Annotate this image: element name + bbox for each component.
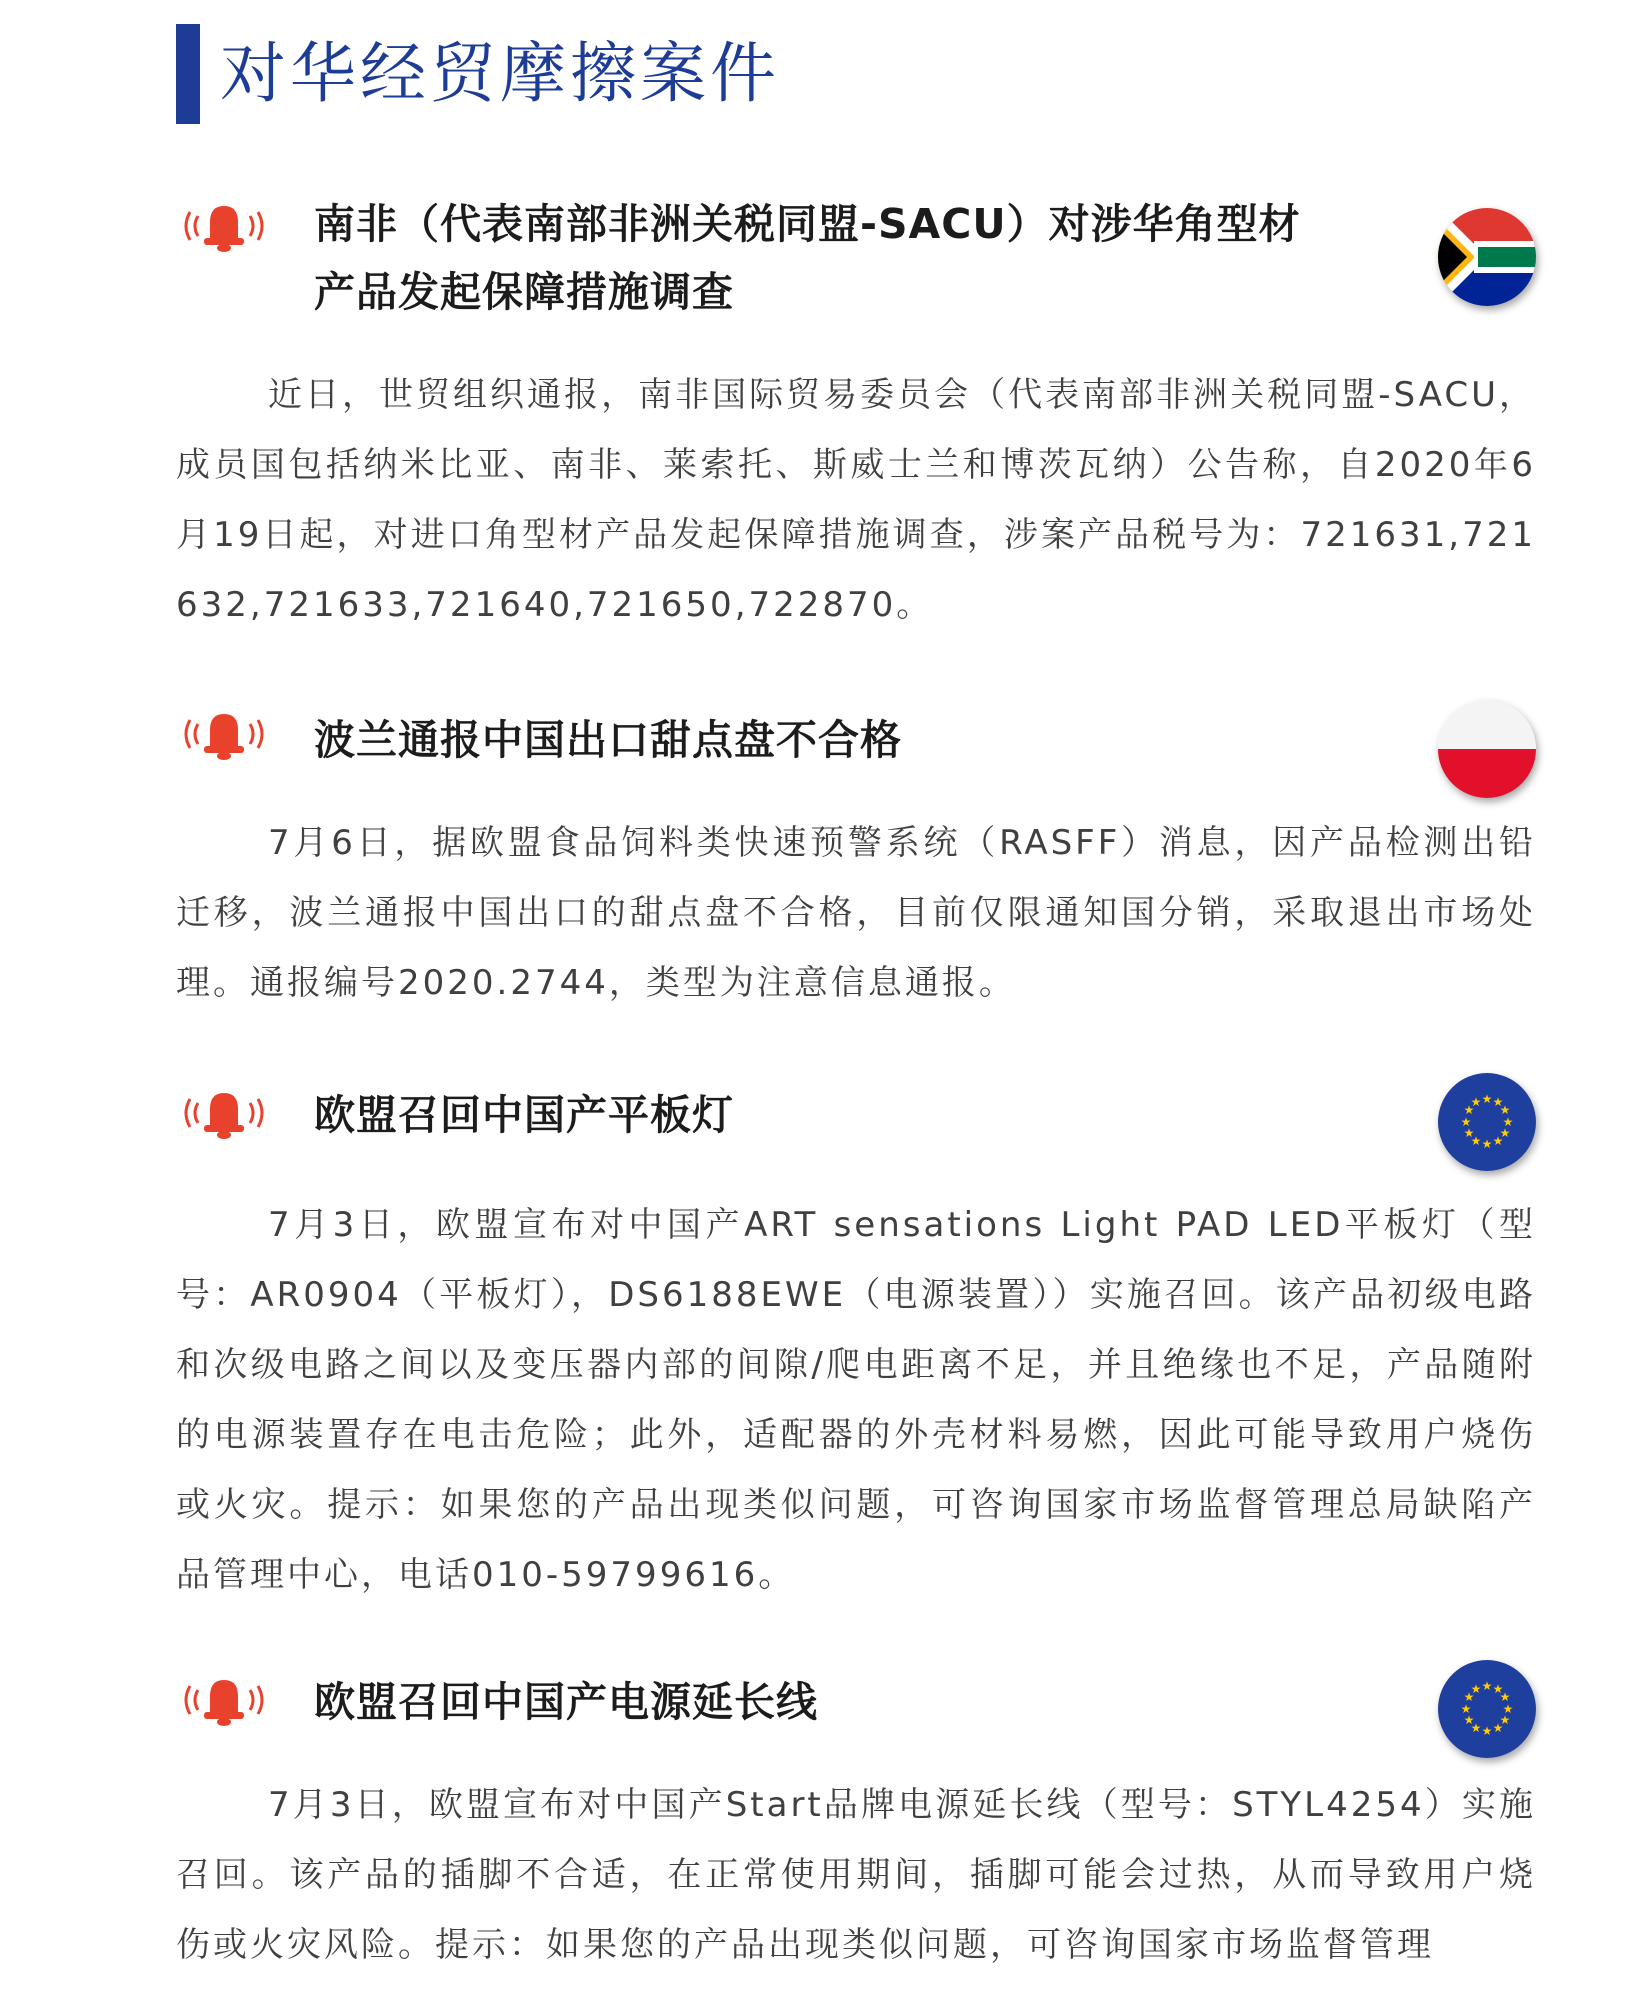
svg-text:★: ★ — [1470, 1134, 1482, 1148]
svg-text:★: ★ — [1492, 1134, 1504, 1148]
item-title — [314, 190, 1444, 326]
item-title-line: 南非（代表南部非洲关税同盟-SACU）对涉华角型材 — [314, 200, 1301, 248]
svg-text:★: ★ — [1460, 1702, 1472, 1716]
item-title-line: 欧盟召回中国产电源延长线 — [314, 1678, 818, 1726]
svg-text:★: ★ — [1460, 1115, 1472, 1129]
item-body: 7月3日，欧盟宣布对中国产ART sensations Light PAD LED平板灯（型号：AR0904（平板灯），DS6188EWE（电源装置））实施召回。该产品初级电路和次级电路之间以及变压器内部的间隙/爬电距离不足，并且绝缘也不足，产品随附的电源装置存在电击危险；此外，适配器的外壳材料易燃，因此可能导致用户烧伤或火灾。提示：如果您的产品出现类似问题，可咨询国家市场监督管理总局缺陷产品管理中心，电话010-59799616。 — [176, 1205, 1536, 1595]
svg-text:★: ★ — [1502, 1702, 1514, 1716]
svg-text:★: ★ — [1470, 1095, 1482, 1109]
svg-text:★: ★ — [1481, 1724, 1493, 1738]
section-title: 对华经贸摩擦案件 — [220, 35, 780, 112]
eu-flag-icon — [1438, 1660, 1536, 1758]
svg-text:★: ★ — [1481, 1679, 1493, 1693]
svg-text:★: ★ — [1481, 1137, 1493, 1151]
item-body: 近日，世贸组织通报，南非国际贸易委员会（代表南部非洲关税同盟-SACU，成员国包括纳米比亚、南非、莱索托、斯威士兰和博茨瓦纳）公告称，自2020年6月19日起，对进口角型材产品发起保障措施调查，涉案产品税号为：721631,721632,721633,721640,721650,722870。 — [176, 375, 1536, 625]
item-body: 7月6日，据欧盟食品饲料类快速预警系统（RASFF）消息，因产品检测出铅迁移，波兰通报中国出口的甜点盘不合格，目前仅限通知国分销，采取退出市场处理。通报编号2020.2744，类型为注意信息通报。 — [176, 823, 1536, 1003]
item-title — [314, 1668, 1444, 1736]
item-title-line: 欧盟召回中国产平板灯 — [314, 1091, 734, 1139]
svg-text:★: ★ — [1499, 1690, 1511, 1704]
item-title-line: 产品发起保障措施调查 — [314, 268, 734, 316]
news-item-eu-panel-light — [176, 1075, 1536, 1615]
news-item-south-africa — [176, 190, 1536, 630]
alarm-bell-icon — [176, 1672, 272, 1728]
svg-text:★: ★ — [1492, 1682, 1504, 1696]
section-header — [176, 24, 1076, 124]
svg-text:★: ★ — [1502, 1115, 1514, 1129]
item-title — [314, 706, 1444, 774]
svg-text:★: ★ — [1463, 1690, 1475, 1704]
svg-text:★: ★ — [1492, 1721, 1504, 1735]
eu-flag-icon — [1438, 1073, 1536, 1171]
svg-text:★: ★ — [1499, 1713, 1511, 1727]
item-title — [314, 1081, 1444, 1149]
south-africa-flag-icon — [1438, 208, 1536, 306]
svg-text:★: ★ — [1463, 1126, 1475, 1140]
section-accent-bar — [176, 24, 200, 124]
svg-text:★: ★ — [1499, 1103, 1511, 1117]
svg-text:★: ★ — [1470, 1721, 1482, 1735]
alarm-bell-icon — [176, 198, 272, 254]
alarm-bell-icon — [176, 1085, 272, 1141]
svg-text:★: ★ — [1463, 1713, 1475, 1727]
item-body: 7月3日，欧盟宣布对中国产Start品牌电源延长线（型号：STYL4254）实施召回。该产品的插脚不合适，在正常使用期间，插脚可能会过热，从而导致用户烧伤或火灾风险。提示：如果您的产品出现类似问题，可咨询国家市场监督管理 — [176, 1785, 1536, 1965]
svg-text:★: ★ — [1499, 1126, 1511, 1140]
svg-text:★: ★ — [1463, 1103, 1475, 1117]
svg-text:★: ★ — [1492, 1095, 1504, 1109]
news-item-eu-extension-cord — [176, 1662, 1536, 1990]
news-item-poland — [176, 700, 1536, 1030]
alarm-bell-icon — [176, 706, 272, 762]
poland-flag-icon — [1438, 700, 1536, 798]
svg-text:★: ★ — [1481, 1092, 1493, 1106]
svg-text:★: ★ — [1470, 1682, 1482, 1696]
item-title-line: 波兰通报中国出口甜点盘不合格 — [314, 716, 902, 764]
